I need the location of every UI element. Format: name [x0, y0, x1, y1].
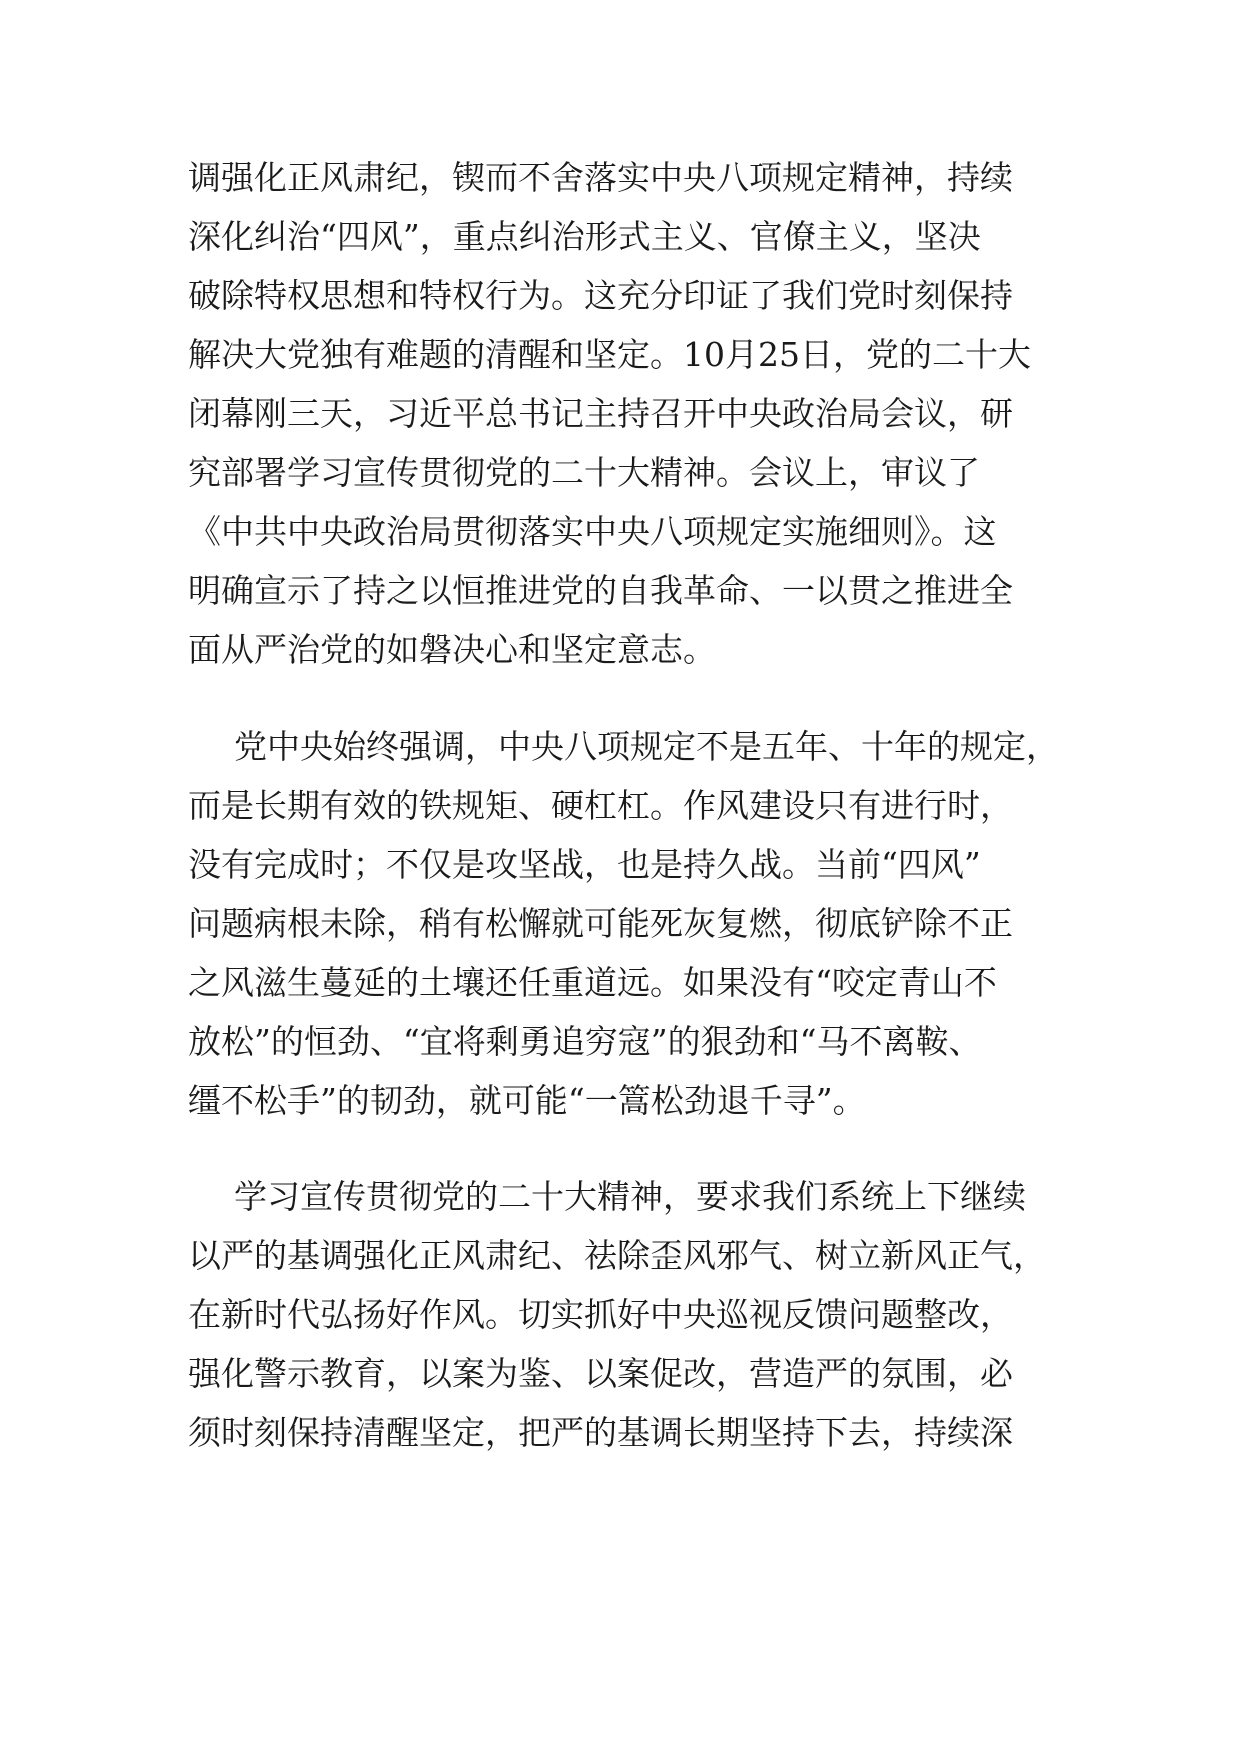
paragraph-1-line-7: 《中共中央政治局贯彻落实中央八项规定实施细则》。这	[188, 512, 997, 551]
paragraph-1-line-8: 明确宣示了持之以恒推进党的自我革命、一以贯之推进全	[188, 571, 1013, 610]
paragraph-3-line-2: 以严的基调强化正风肃纪、祛除歪风邪气、树立新风正气，	[188, 1236, 1046, 1275]
paragraph-1-line-9: 面从严治党的如磐决心和坚定意志。	[188, 630, 716, 669]
paragraph-2-line-5: 之风滋生蔓延的土壤还任重道远。如果没有“咬定青山不	[188, 963, 997, 1002]
paragraph-3-line-1: 学习宣传贯彻党的二十大精神，要求我们系统上下继续	[234, 1177, 1026, 1216]
paragraph-3-line-4: 强化警示教育，以案为鉴、以案促改，营造严的氛围，必	[188, 1354, 1013, 1393]
paragraph-2-line-7: 缰不松手”的韧劲，就可能“一篙松劲退千寻”。	[188, 1081, 866, 1120]
paragraph-2-line-2: 而是长期有效的铁规矩、硬杠杠。作风建设只有进行时，	[188, 786, 1013, 825]
paragraph-1-line-5: 闭幕刚三天，习近平总书记主持召开中央政治局会议，研	[188, 394, 1013, 433]
paragraph-3-line-5: 须时刻保持清醒坚定，把严的基调长期坚持下去，持续深	[188, 1413, 1013, 1452]
paragraph-1-line-2: 深化纠治“四风”，重点纠治形式主义、官僚主义，坚决	[188, 217, 981, 256]
paragraph-2-line-4: 问题病根未除，稍有松懈就可能死灰复燃，彻底铲除不正	[188, 904, 1013, 943]
paragraph-2-line-3: 没有完成时；不仅是攻坚战，也是持久战。当前“四风”	[188, 845, 981, 884]
paragraph-1-line-6: 究部署学习宣传贯彻党的二十大精神。会议上，审议了	[188, 453, 980, 492]
paragraph-2-line-6: 放松”的恒劲、“宜将剩勇追穷寇”的狠劲和“马不离鞍、	[188, 1022, 982, 1061]
paragraph-1-line-3: 破除特权思想和特权行为。这充分印证了我们党时刻保持	[188, 276, 1013, 315]
paragraph-1-line-1: 调强化正风肃纪，锲而不舍落实中央八项规定精神，持续	[188, 158, 1013, 197]
paragraph-3-line-3: 在新时代弘扬好作风。切实抓好中央巡视反馈问题整改，	[188, 1295, 1013, 1334]
paragraph-2-line-1: 党中央始终强调，中央八项规定不是五年、十年的规定，	[234, 727, 1059, 766]
paragraph-1-line-4: 解决大党独有难题的清醒和坚定。10月25日，党的二十大	[188, 335, 1031, 374]
